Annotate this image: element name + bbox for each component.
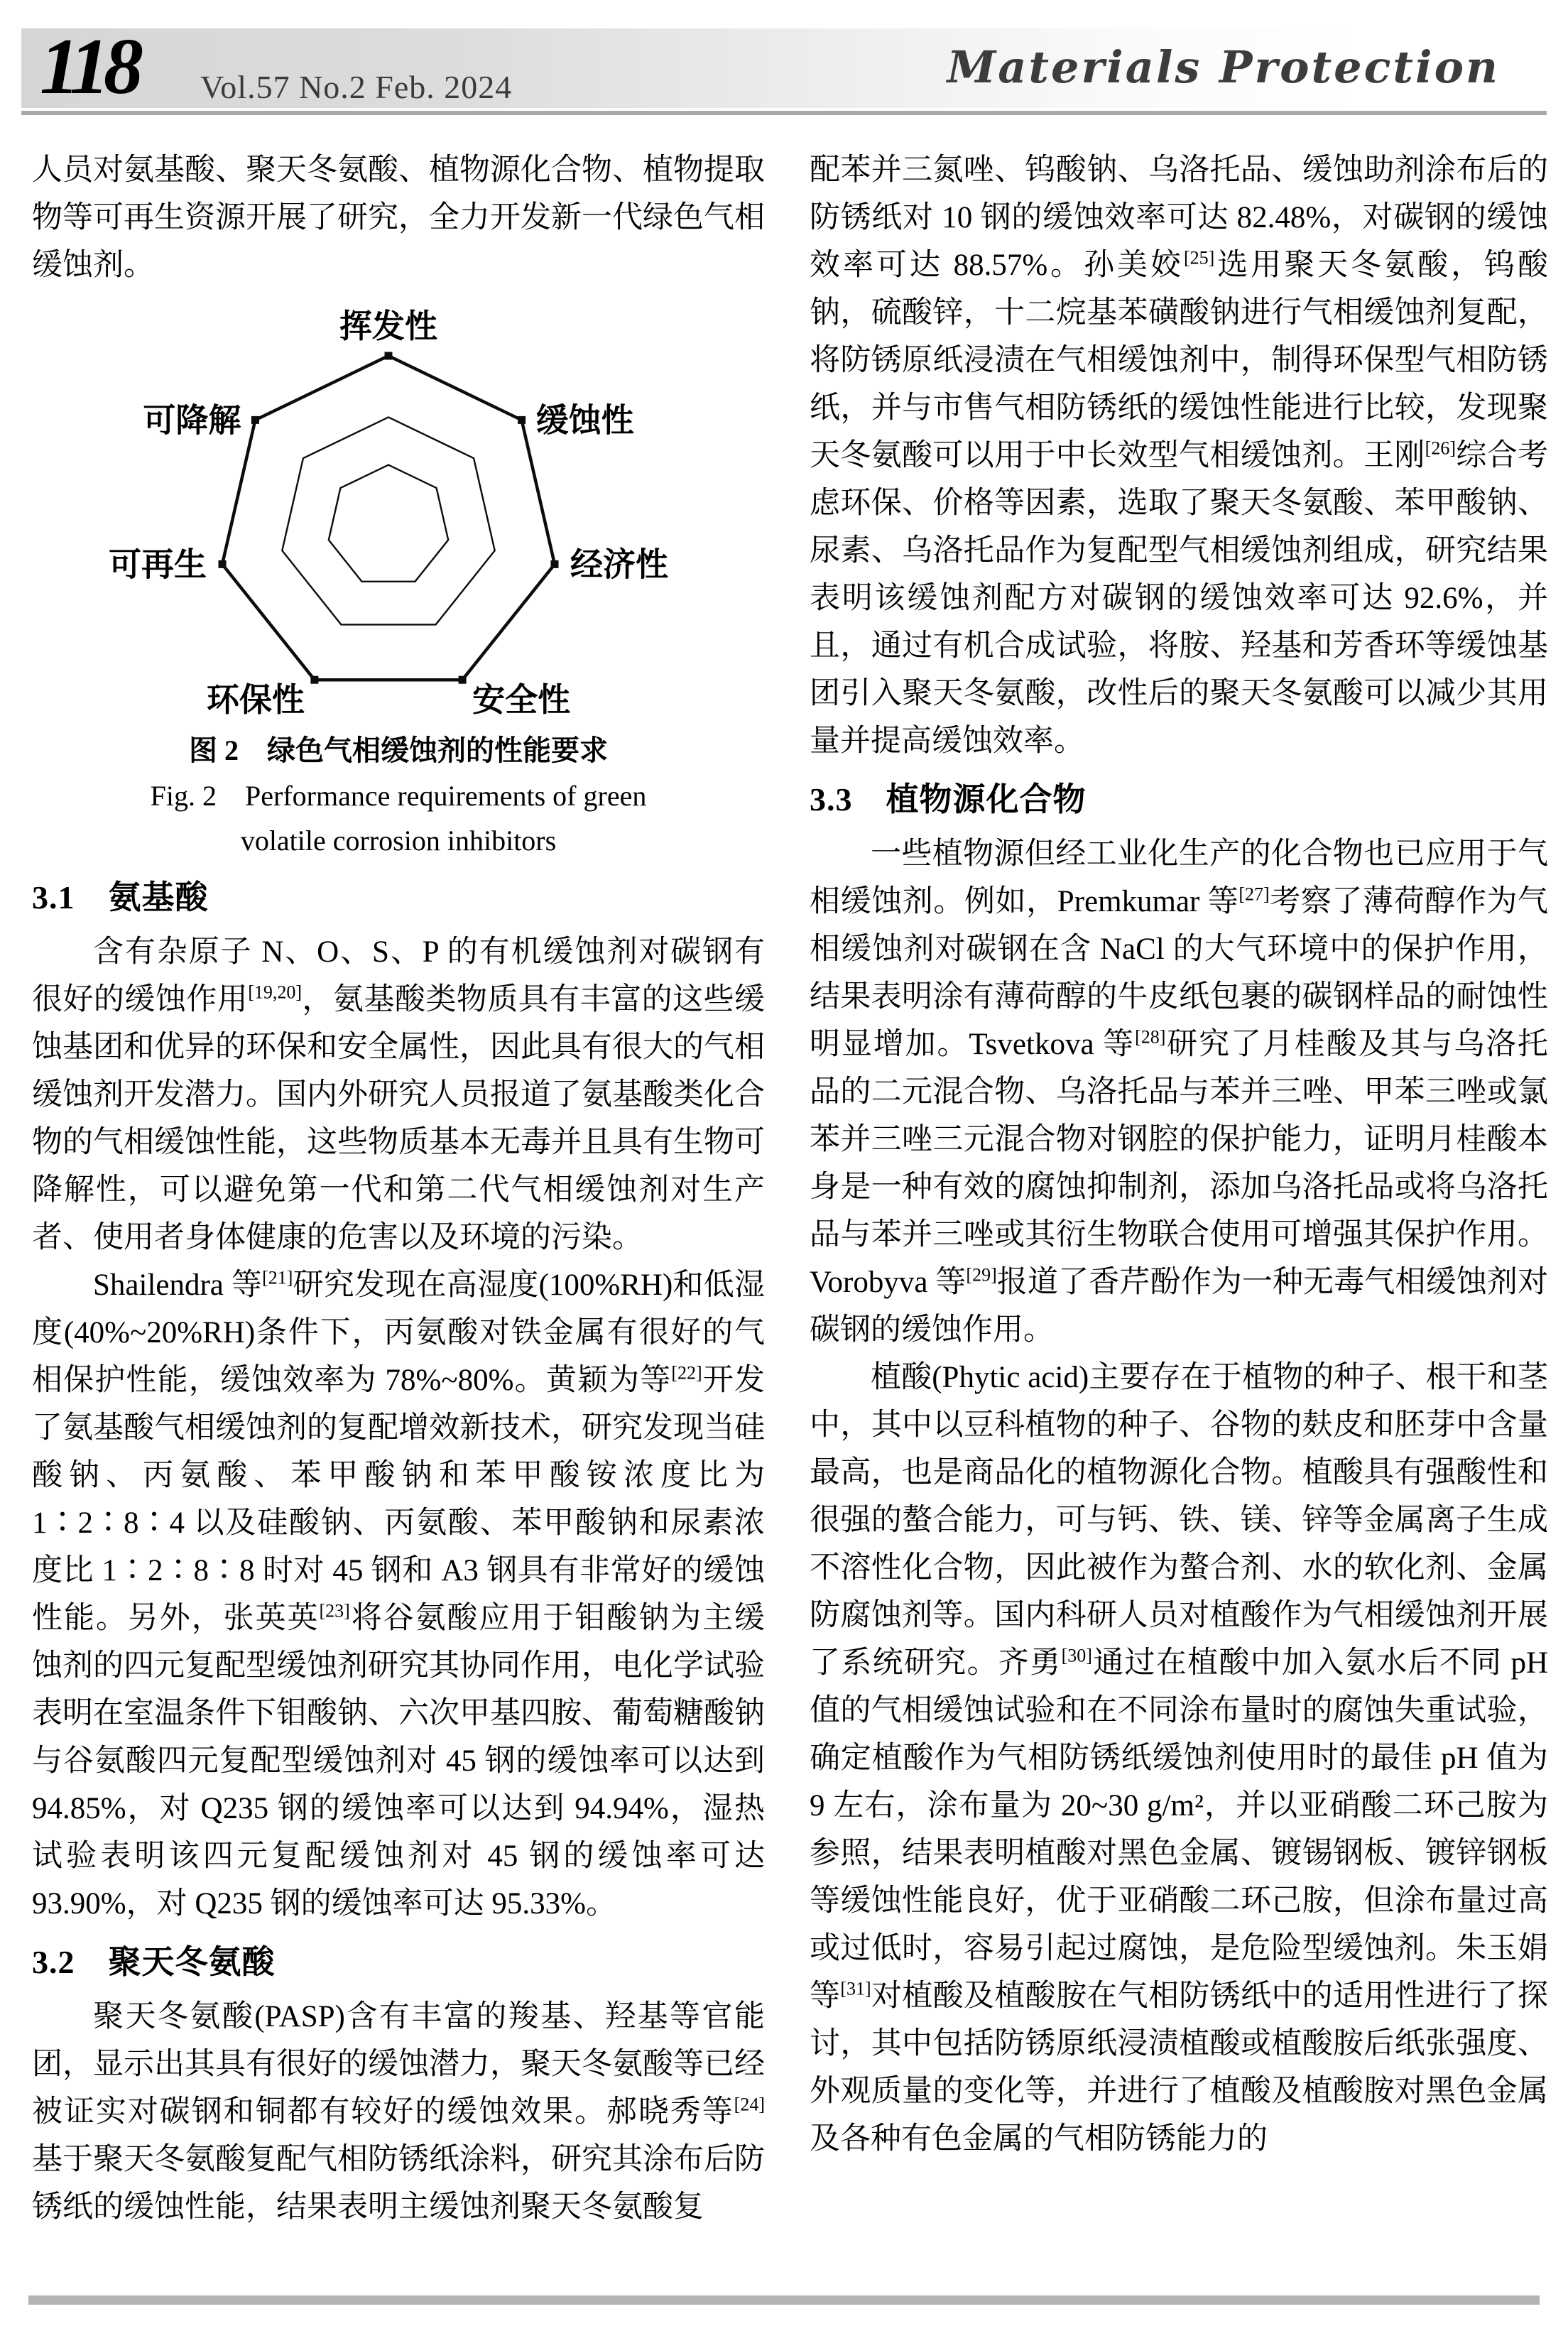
radar-vertex-marker bbox=[459, 676, 467, 684]
reference-superscript: [28] bbox=[1135, 1026, 1166, 1048]
radar-vertex-marker bbox=[310, 676, 318, 684]
reference-superscript: [29] bbox=[966, 1264, 997, 1286]
radar-vertex-marker bbox=[385, 352, 393, 360]
figure-caption-en-line1: Fig. 2 Performance requirements of green bbox=[150, 780, 647, 812]
radar-axis-label: 环保性 bbox=[206, 682, 305, 719]
reference-superscript: [25] bbox=[1184, 247, 1215, 268]
radar-vertex-marker bbox=[251, 416, 259, 424]
radar-chart bbox=[32, 300, 765, 727]
section-heading: 3.3 植物源化合物 bbox=[810, 781, 1087, 817]
reference-superscript: [30] bbox=[1061, 1645, 1092, 1666]
page-number: 118 bbox=[40, 23, 138, 111]
body-paragraph: Shailendra 等[21]研究发现在高湿度(100%RH)和低湿度(40%~20%RH)条件下，丙氨酸对铁金属有很好的气相保护性能，缓蚀效率为 78%~80%。黄颖为等[22]开发了氨基酸气相缓蚀剂的复配增效新技术，研究发现当硅酸钠、丙氨酸、苯甲酸钠和苯甲酸铵浓度比为 1∶2∶8∶4 以及硅酸钠、丙氨酸、苯甲酸钠和尿素浓度比 1∶2∶8∶8 时对 45 钢和 A3 钢具有非常好的缓蚀性能。另外，张英英[23]将谷氨酸应用于钼酸钠为主缓蚀剂的四元复配型缓蚀剂研究其协同作用，电化学试验表明在室温条件下钼酸钠、六次甲基四胺、葡萄糖酸钠与谷氨酸四元复配型缓蚀剂对 45 钢的缓蚀率可以达到 94.85%，对 Q235 钢的缓蚀率可以达到 94.94%，湿热试验表明该四元复配缓蚀剂对 45 钢的缓蚀率可达 93.90%，对 Q235 钢的缓蚀率可达 95.33%。 bbox=[32, 1267, 765, 1920]
reference-superscript: [21] bbox=[262, 1267, 293, 1288]
radar-outer-ring bbox=[222, 356, 555, 680]
body-paragraph: 人员对氨基酸、聚天冬氨酸、植物源化合物、植物提取物等可再生资源开展了研究，全力开发新一代绿色气相缓蚀剂。 bbox=[32, 153, 765, 282]
reference-superscript: [19,20] bbox=[248, 982, 303, 1003]
radar-grid-ring bbox=[282, 417, 494, 624]
radar-axis-label: 缓蚀性 bbox=[535, 402, 634, 439]
body-paragraph: 聚天冬氨酸(PASP)含有丰富的羧基、羟基等官能团，显示出其具有很好的缓蚀潜力，聚天冬氨酸等已经被证实对碳钢和铜都有较好的缓蚀效果。郝晓秀等[24]基于聚天冬氨酸复配气相防锈纸涂料，研究其涂布后防锈纸的缓蚀性能，结果表明主缓蚀剂聚天冬氨酸复 bbox=[32, 2000, 765, 2224]
reference-superscript: [22] bbox=[671, 1362, 702, 1384]
footer-bar bbox=[28, 2295, 1540, 2305]
section-heading: 3.1 氨基酸 bbox=[32, 879, 209, 915]
reference-superscript: [26] bbox=[1425, 438, 1456, 459]
section-heading: 3.2 聚天冬氨酸 bbox=[32, 1944, 276, 1980]
reference-superscript: [31] bbox=[840, 1978, 871, 1999]
body-paragraph: 植酸(Phytic acid)主要存在于植物的种子、根干和茎中，其中以豆科植物的种子、谷物的麸皮和胚芽中含量最高，也是商品化的植物源化合物。植酸具有强酸性和很强的螯合能力，可与钙、铁、镁、锌等金属离子生成不溶性化合物，因此被作为螯合剂、水的软化剂、金属防腐蚀剂等。国内科研人员对植酸作为气相缓蚀剂开展了系统研究。齐勇[30]通过在植酸中加入氨水后不同 pH 值的气相缓蚀试验和在不同涂布量时的腐蚀失重试验，确定植酸作为气相防锈纸缓蚀剂使用时的最佳 pH 值为 9 左右，涂布量为 20~30 g/m²，并以亚硝酸二环己胺为参照，结果表明植酸对黑色金属、镀锡钢板、镀锌钢板等缓蚀性能良好，优于亚硝酸二环己胺，但涂布量过高或过低时，容易引起过腐蚀，是危险型缓蚀剂。朱玉娟等[31]对植酸及植酸胺在气相防锈纸中的适用性进行了探讨，其中包括防锈原纸浸渍植酸或植酸胺后纸张强度、外观质量的变化等，并进行了植酸及植酸胺对黑色金属及各种有色金属的气相防锈能力的 bbox=[810, 1361, 1548, 2156]
figure-caption-en-line2: volatile corrosion inhibitors bbox=[240, 825, 557, 857]
left-column bbox=[32, 146, 765, 2284]
body-paragraph: 配苯并三氮唑、钨酸钠、乌洛托品、缓蚀助剂涂布后的防锈纸对 10 钢的缓蚀效率可达 82.48%，对碳钢的缓蚀效率可达 88.57%。孙美姣[25]选用聚天冬氨酸，钨酸钠，硫酸锌，十二烷基苯磺酸钠进行气相缓蚀剂复配，将防锈原纸浸渍在气相缓蚀剂中，制得环保型气相防锈纸，并与市售气相防锈纸的缓蚀性能进行比较，发现聚天冬氨酸可以用于中长效型气相缓蚀剂。王刚[26]综合考虑环保、价格等因素，选取了聚天冬氨酸、苯甲酸钠、尿素、乌洛托品作为复配型气相缓蚀剂组成，研究结果表明该缓蚀剂配方对碳钢的缓蚀效率可达 92.6%，并且，通过有机合成试验，将胺、羟基和芳香环等缓蚀基团引入聚天冬氨酸，改性后的聚天冬氨酸可以减少其用量并提高缓蚀效率。 bbox=[810, 153, 1548, 758]
body-paragraph: 一些植物源但经工业化生产的化合物也已应用于气相缓蚀剂。例如，Premkumar 等[27]考察了薄荷醇作为气相缓蚀剂对碳钢在含 NaCl 的大气环境中的保护作用，结果表明涂有薄荷醇的牛皮纸包裹的碳钢样品的耐蚀性明显增加。Tsvetkova 等[28]研究了月桂酸及其与乌洛托品的二元混合物、乌洛托品与苯并三唑、甲苯三唑或氯苯并三唑三元混合物对钢腔的保护能力，证明月桂酸本身是一种有效的腐蚀抑制剂，添加乌洛托品或将乌洛托品与苯并三唑或其衍生物联合使用可增强其保护作用。Vorobyva 等[29]报道了香芹酚作为一种无毒气相缓蚀剂对碳钢的缓蚀作用。 bbox=[810, 837, 1548, 1347]
figure-caption-zh: 图 2 绿色气相缓蚀剂的性能要求 bbox=[189, 734, 608, 766]
radar-axis-label: 安全性 bbox=[472, 682, 571, 719]
radar-axis-label: 经济性 bbox=[570, 546, 668, 583]
reference-superscript: [23] bbox=[319, 1600, 350, 1621]
reference-superscript: [24] bbox=[734, 2094, 765, 2115]
radar-vertex-marker bbox=[518, 416, 526, 424]
radar-vertex-marker bbox=[219, 560, 227, 568]
radar-chart-svg bbox=[76, 300, 701, 723]
issue-info: Vol.57 No.2 Feb. 2024 bbox=[200, 69, 513, 105]
radar-grid-ring bbox=[329, 465, 448, 582]
radar-axis-label: 可降解 bbox=[143, 402, 241, 439]
header-rule bbox=[21, 111, 1547, 115]
journal-name: Materials Protection bbox=[947, 41, 1500, 93]
reference-superscript: [27] bbox=[1238, 884, 1270, 905]
radar-axis-label: 可再生 bbox=[109, 546, 207, 583]
radar-axis-label: 挥发性 bbox=[339, 308, 437, 344]
right-column bbox=[810, 146, 1548, 2284]
figure-2 bbox=[32, 300, 765, 863]
body-paragraph: 含有杂原子 N、O、S、P 的有机缓蚀剂对碳钢有很好的缓蚀作用[19,20]，氨基酸类物质具有丰富的这些缓蚀基团和优异的环保和安全属性，因此具有很大的气相缓蚀剂开发潜力。国内外研究人员报道了氨基酸类化合物的气相缓蚀性能，这些物质基本无毒并且具有生物可降解性，可以避免第一代和第二代气相缓蚀剂对生产者、使用者身体健康的危害以及环境的污染。 bbox=[32, 935, 765, 1254]
radar-vertex-marker bbox=[551, 560, 559, 568]
